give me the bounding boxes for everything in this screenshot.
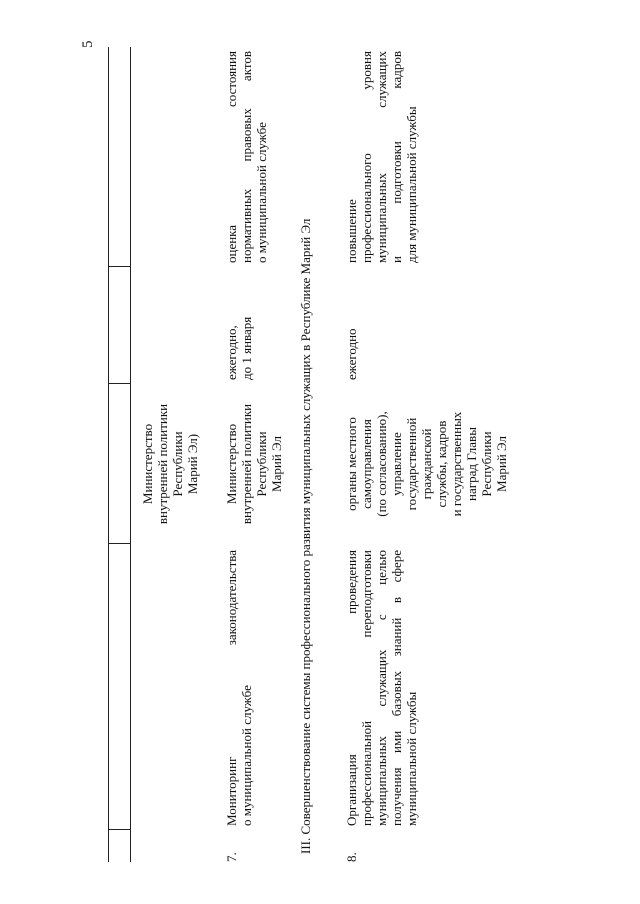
rotated-table — [108, 42, 548, 862]
row-8-number: 8. — [344, 852, 359, 862]
col-divider-4 — [108, 266, 130, 267]
top-row-executor: Министерство внутренней политики Республики Марий Эл) — [140, 403, 200, 525]
row-7-number: 7. — [224, 852, 239, 862]
section-heading: III. Совершенствование системы профессионального развития муниципальных служащих в Республике Марий Эл — [298, 218, 313, 854]
col-divider-1 — [108, 829, 130, 830]
row-7-executor: Министерство внутренней политики Республики Марий Эл — [224, 403, 284, 525]
col-divider-3 — [108, 383, 130, 384]
table-top-border-2 — [130, 47, 131, 862]
table-top-border — [108, 47, 109, 862]
row-8-executor: органы местного самоуправления (по согласованию), управление государственной гражданской службы, кадров и государственных наград Главы Республики Марий Эл — [344, 411, 509, 517]
col-divider-2 — [108, 543, 130, 544]
row-7-result: оценка состояния нормативных правовых актов о муниципальной службе — [224, 51, 269, 263]
row-8-term: ежегодно — [344, 328, 359, 380]
page-number: 5 — [80, 40, 96, 48]
row-8-result: повышение профессионального уровня муниципальных служащих и подготовки кадров для муниципальной службы — [344, 51, 419, 263]
row-7-term: ежегодно, до 1 января — [224, 316, 254, 380]
row-7-activity: Мониторинг законодательства о муниципальной службе — [224, 550, 254, 826]
row-8-activity: Организация проведения профессиональной переподготовки муниципальных служащих с целью получения ими базовых знаний в сфере муниципальной службы — [344, 550, 419, 826]
